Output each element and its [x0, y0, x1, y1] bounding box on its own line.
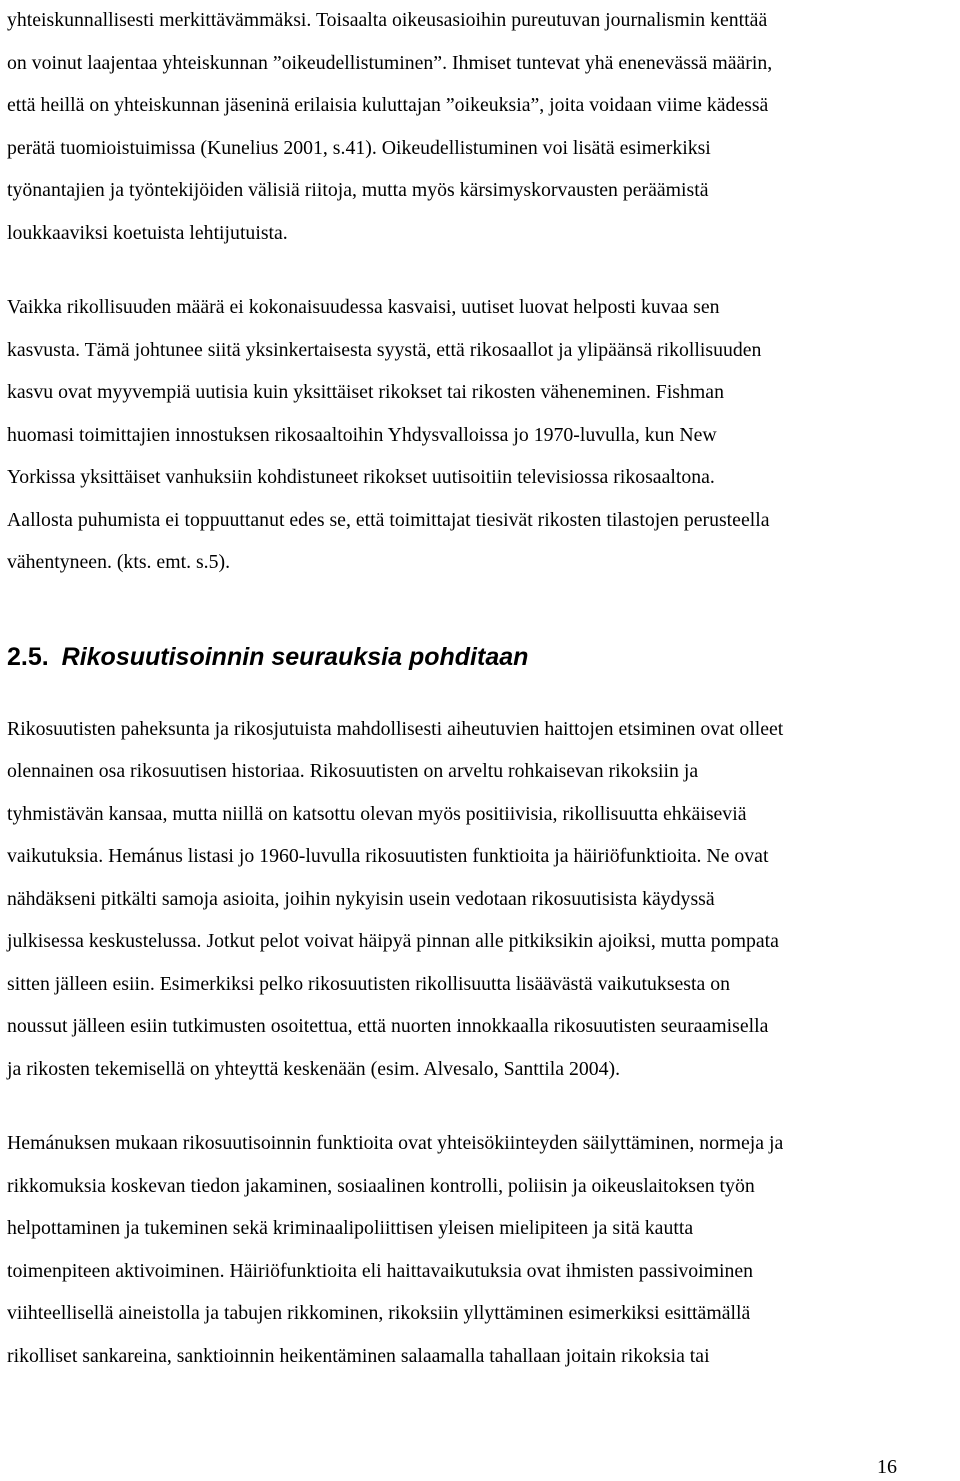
section-heading: [7, 636, 955, 678]
text-line: perätä tuomioistuimissa (Kunelius 2001, s.41). Oikeudellistuminen voi lisätä esimerkiksi: [7, 136, 711, 159]
paragraph-spacer: [7, 254, 955, 286]
text-line: noussut jälleen esiin tutkimusten osoitettua, että nuorten innokkaalla rikosuutisten seuraamisella: [7, 1015, 769, 1037]
text-line: Rikosuutisten paheksunta ja rikosjutuista mahdollisesti aiheutuvien haittojen etsiminen ovat olleet: [7, 717, 784, 740]
section-spacer: [7, 584, 955, 636]
paragraph-4: [7, 1122, 955, 1377]
text-line: huomasi toimittajien innostuksen rikosaaltoihin Yhdysvalloissa jo 1970-luvulla, kun New: [7, 423, 717, 446]
text-line: julkisessa keskustelussa. Jotkut pelot voivat häipyä pinnan alle pitkiksikin ajoiksi, mutta pompata: [7, 930, 779, 952]
text-line: sitten jälleen esiin. Esimerkiksi pelko rikosuutisten rikollisuutta lisäävästä vaikutuksesta on: [7, 972, 730, 995]
text-line: Hemánuksen mukaan rikosuutisoinnin funktioita ovat yhteisökiinteyden säilyttäminen, normeja ja: [7, 1132, 784, 1154]
text-line: ja rikosten tekemisellä on yhteyttä keskenään (esim. Alvesalo, Santtila 2004).: [7, 1057, 621, 1080]
text-line: kasvu ovat myyvempiä uutisia kuin yksittäiset rikokset tai rikosten väheneminen. Fishman: [7, 381, 724, 403]
text-line: helpottaminen ja tukeminen sekä kriminaalipoliittisen yleisen mielipiteen ja sitä kautta: [7, 1217, 694, 1239]
text-line: olennainen osa rikosuutisen historiaa. Rikosuutisten on arveltu rohkaisevan rikoksiin ja: [7, 760, 699, 782]
paragraph-3: [7, 708, 955, 1091]
text-line: Aallosta puhumista ei toppuuttanut edes se, että toimittajat tiesivät rikosten tilastojen perusteella: [7, 508, 770, 531]
text-line: kasvusta. Tämä johtunee siitä yksinkertaisesta syystä, että rikosaallot ja ylipäänsä rikollisuuden: [7, 338, 762, 361]
text-line: rikkomuksia koskevan tiedon jakaminen, sosiaalinen kontrolli, poliisin ja oikeuslaitoksen työn: [7, 1174, 755, 1197]
paragraph-2: [7, 286, 955, 584]
text-line: toimenpiteen aktivoiminen. Häiriöfunktioita eli haittavaikutuksia ovat ihmisten passivoiminen: [7, 1259, 754, 1282]
text-line: vaikutuksia. Hemánus listasi jo 1960-luvulla rikosuutisten funktioita ja häiriöfunktioita. Ne ovat: [7, 845, 769, 867]
text-line: Vaikka rikollisuuden määrä ei kokonaisuudessa kasvaisi, uutiset luovat helposti kuvaa sen: [7, 296, 720, 318]
document-page: [7, 0, 955, 1377]
heading-spacer: [7, 678, 955, 708]
text-line: tyhmistävän kansaa, mutta niillä on katsottu olevan myös positiivisia, rikollisuutta ehkäiseviä: [7, 802, 747, 825]
section-title: Rikosuutisoinnin seurauksia pohditaan: [61, 642, 529, 671]
text-line: on voinut laajentaa yhteiskunnan ”oikeudellistuminen”. Ihmiset tuntevat yhä enenevässä määrin,: [7, 51, 773, 74]
text-line: työnantajien ja työntekijöiden välisiä riitoja, mutta myös kärsimyskorvausten peräämistä: [7, 179, 709, 201]
text-line: että heillä on yhteiskunnan jäseninä erilaisia kuluttajan ”oikeuksia”, joita voidaan viime kädessä: [7, 94, 769, 116]
text-line: loukkaaviksi koetuista lehtijutuista.: [7, 221, 288, 244]
text-line: nähdäkseni pitkälti samoja asioita, joihin nykyisin usein vedotaan rikosuutisista käydyssä: [7, 887, 715, 910]
text-line: rikolliset sankareina, sanktioinnin heikentäminen salaamalla tahallaan joitain rikoksia tai: [7, 1344, 710, 1367]
text-line: viihteellisellä aineistolla ja tabujen rikkominen, rikoksiin yllyttäminen esimerkiksi esittämällä: [7, 1302, 751, 1324]
paragraph-spacer: [7, 1090, 955, 1122]
text-line: Yorkissa yksittäiset vanhuksiin kohdistuneet rikokset uutisoitiin televisiossa rikosaaltona.: [7, 466, 715, 488]
paragraph-1: [7, 0, 955, 254]
text-line: yhteiskunnallisesti merkittävämmäksi. Toisaalta oikeusasioihin pureutuvan journalismin kenttää: [7, 9, 768, 31]
section-number: 2.5.: [7, 642, 49, 671]
text-line: vähentyneen. (kts. emt. s.5).: [7, 551, 231, 573]
page-number: 16: [877, 1456, 897, 1478]
